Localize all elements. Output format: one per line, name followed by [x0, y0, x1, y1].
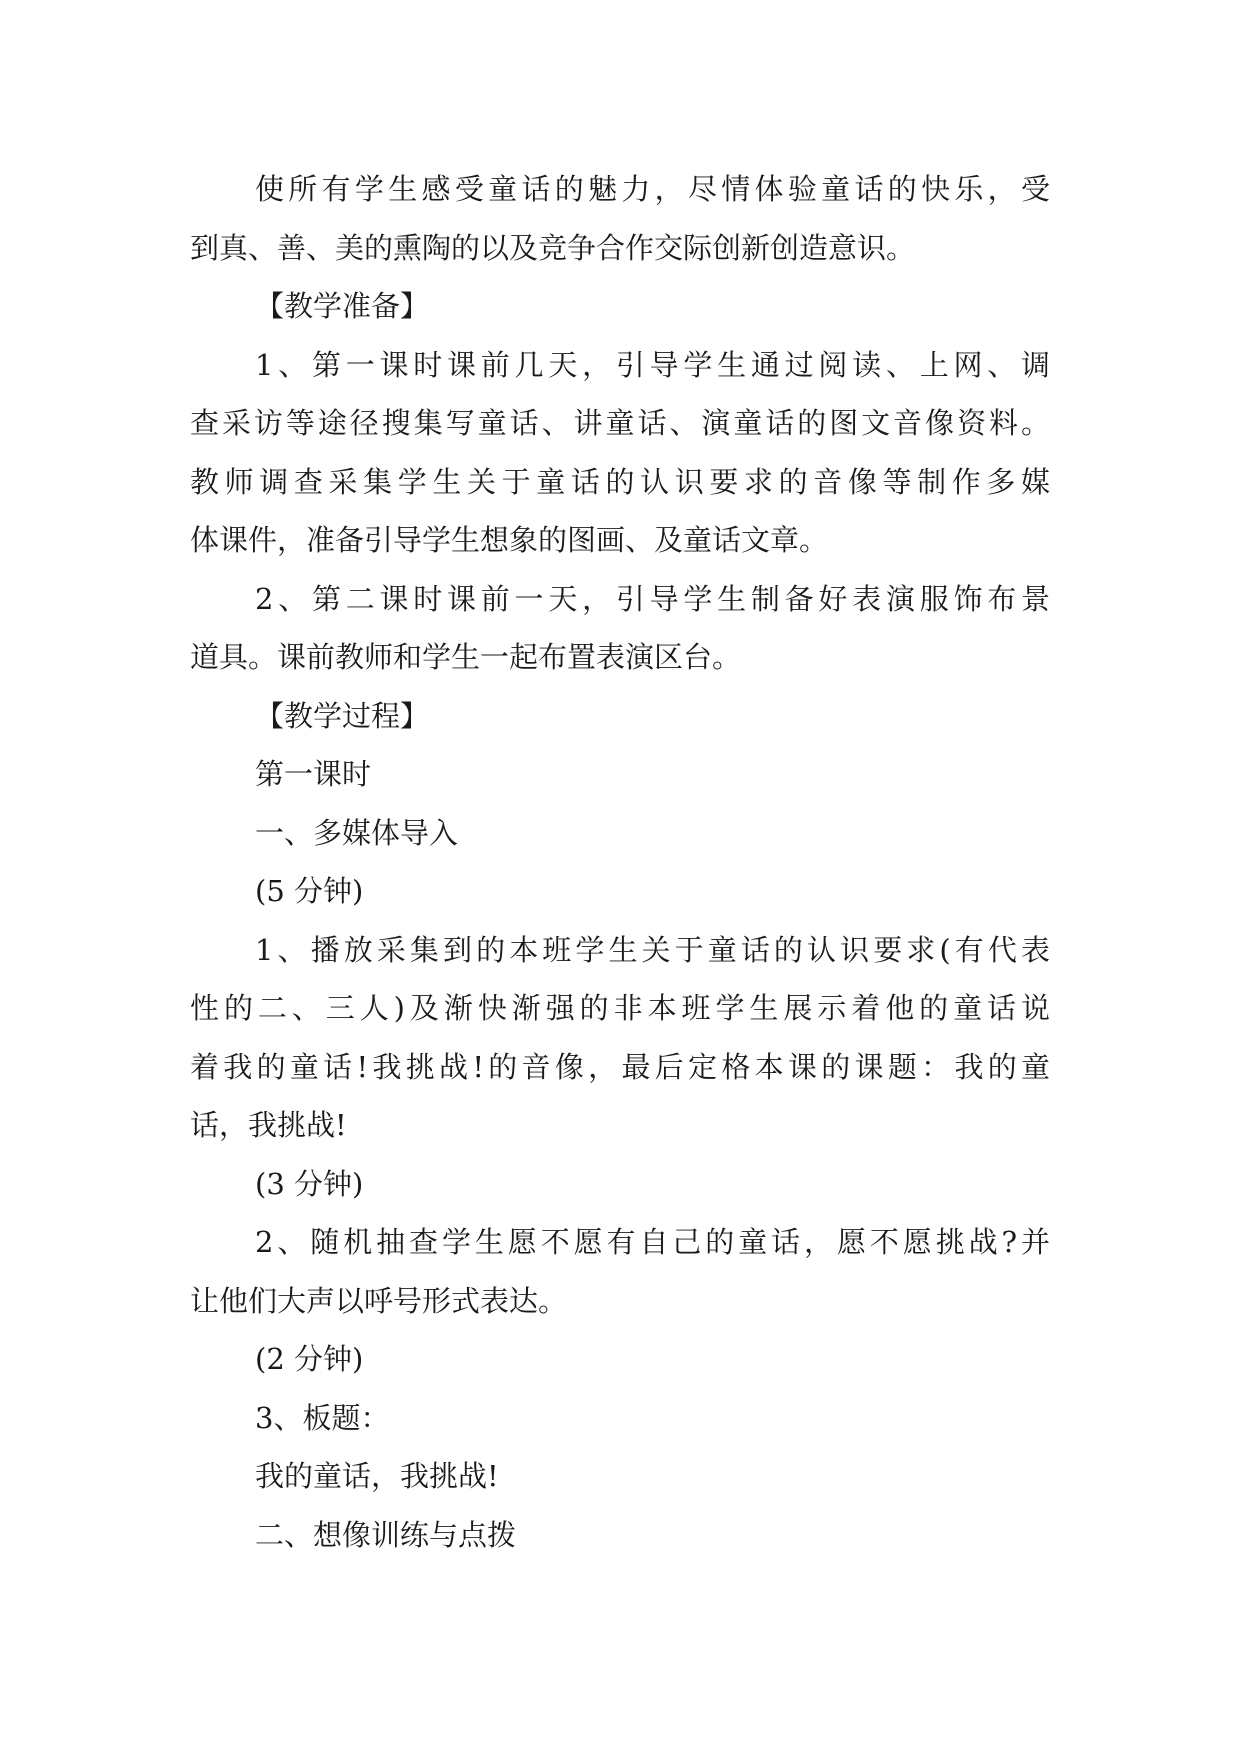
- paragraph-line: 道具。课前教师和学生一起布置表演区台。: [190, 640, 742, 674]
- paragraph-line: 话，我挑战!: [190, 1108, 347, 1142]
- paragraph-line: 让他们大声以呼号形式表达。: [190, 1283, 568, 1318]
- subsection-heading: 二、想像训练与点拨: [255, 1517, 517, 1552]
- paragraph-line: 3、板题：: [255, 1400, 390, 1435]
- time-note: (3 分钟): [255, 1166, 364, 1201]
- paragraph-line: 1、第一课时课前几天，引导学生通过阅读、上网、调: [255, 347, 1050, 382]
- paragraph-line: 2、随机抽查学生愿不愿有自己的童话，愿不愿挑战?并: [255, 1225, 1050, 1259]
- time-note: (5 分钟): [255, 874, 364, 908]
- paragraph-line: 到真、善、美的熏陶的以及竞争合作交际创新创造意识。: [190, 230, 916, 265]
- subsection-heading: 第一课时: [255, 757, 372, 791]
- paragraph-line: 2、第二课时课前一天，引导学生制备好表演服饰布景: [255, 581, 1050, 616]
- paragraph-line: 着我的童话!我挑战!的音像，最后定格本课的课题：我的童: [190, 1049, 1050, 1084]
- paragraph-line: 查采访等途径搜集写童话、讲童话、演童话的图文音像资料。: [190, 406, 1050, 440]
- paragraph-line: 体课件，准备引导学生想象的图画、及童话文章。: [190, 523, 829, 557]
- paragraph-line: 1、播放采集到的本班学生关于童话的认识要求(有代表: [255, 932, 1050, 967]
- paragraph-line: 性的二、三人)及渐快渐强的非本班学生展示着他的童话说: [190, 991, 1050, 1025]
- board-title: 我的童话，我挑战!: [255, 1459, 499, 1493]
- paragraph-line: 使所有学生感受童话的魅力，尽情体验童话的快乐，受: [255, 172, 1050, 206]
- section-heading: 【教学准备】: [255, 289, 430, 323]
- subsection-heading: 一、多媒体导入: [255, 815, 459, 850]
- document-page: [190, 160, 1050, 1564]
- paragraph-line: 教师调查采集学生关于童话的认识要求的音像等制作多媒: [190, 464, 1050, 499]
- time-note: (2 分钟): [255, 1342, 364, 1376]
- section-heading: 【教学过程】: [255, 698, 430, 733]
